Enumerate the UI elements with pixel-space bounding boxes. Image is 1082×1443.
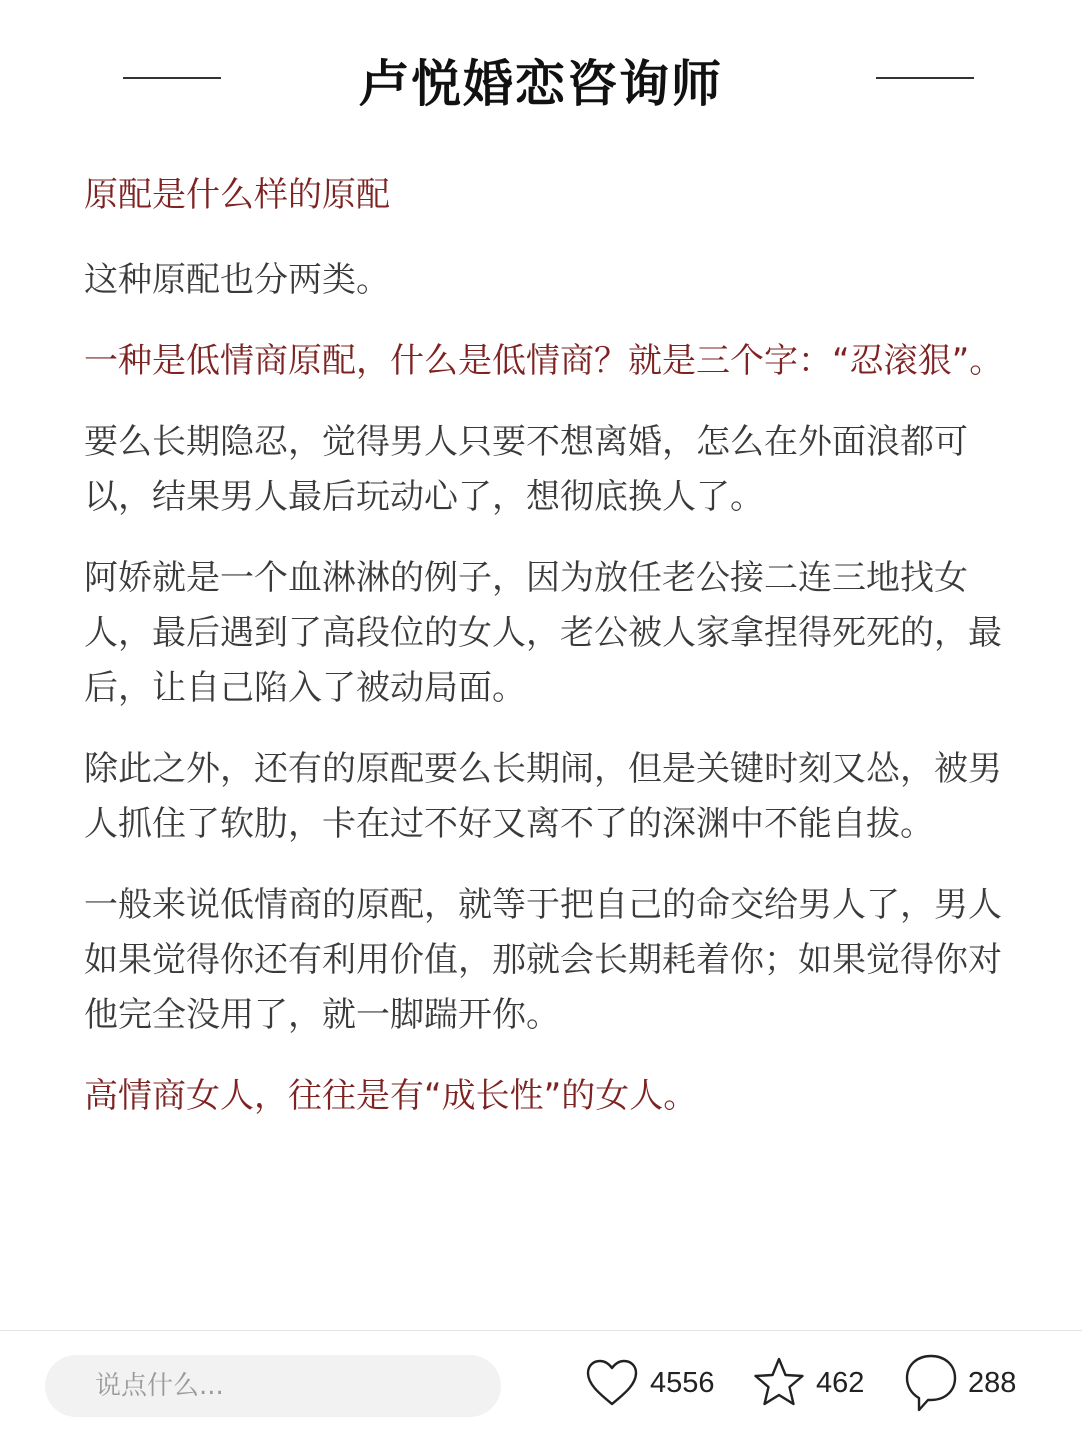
paragraph-3: 要么长期隐忍，觉得男人只要不想离婚，怎么在外面浪都可以，结果男人最后玩动心了，想彻底换人了。 [84,422,968,517]
star-icon [752,1356,806,1410]
comment-count: 288 [968,1366,1017,1399]
like-button[interactable] [584,1351,715,1415]
article-body [84,168,1029,1150]
paragraph-5: 除此之外，还有的原配要么长期闹，但是关键时刻又怂，被男人抓住了软肋，卡在过不好又离不了的深渊中不能自拔。 [84,749,1002,844]
paragraph-7-highlight: 高情商女人，往往是有“成长性”的女人。 [84,1076,698,1116]
paragraph-6: 一般来说低情商的原配，就等于把自己的命交给男人了，男人如果觉得你还有利用价值，那就会长期耗着你；如果觉得你对他完全没用了，就一脚踹开你。 [84,885,1002,1035]
comment-button[interactable] [904,1351,1016,1415]
comment-input-box[interactable] [45,1355,501,1417]
action-bar [0,1331,1082,1443]
paragraph-4: 阿娇就是一个血淋淋的例子，因为放任老公接二连三地找女人，最后遇到了高段位的女人，老公被人家拿捏得死死的，最后，让自己陷入了被动局面。 [84,558,1002,708]
section-heading: 原配是什么样的原配 [84,175,390,215]
article-header [0,48,1082,120]
page-title: 卢悦婚恋咨询师 [359,55,723,113]
paragraph-2-highlight: 一种是低情商原配，什么是低情商？就是三个字：“忍滚狠”。 [84,341,1004,381]
title-rule-right [876,77,974,79]
heart-icon [584,1358,640,1408]
comment-bubble-icon [904,1353,958,1413]
comment-input[interactable] [93,1370,477,1402]
like-count: 4556 [650,1366,715,1399]
favorite-button[interactable] [752,1351,864,1415]
paragraph-1: 这种原配也分两类。 [84,260,390,300]
favorite-count: 462 [816,1366,865,1399]
